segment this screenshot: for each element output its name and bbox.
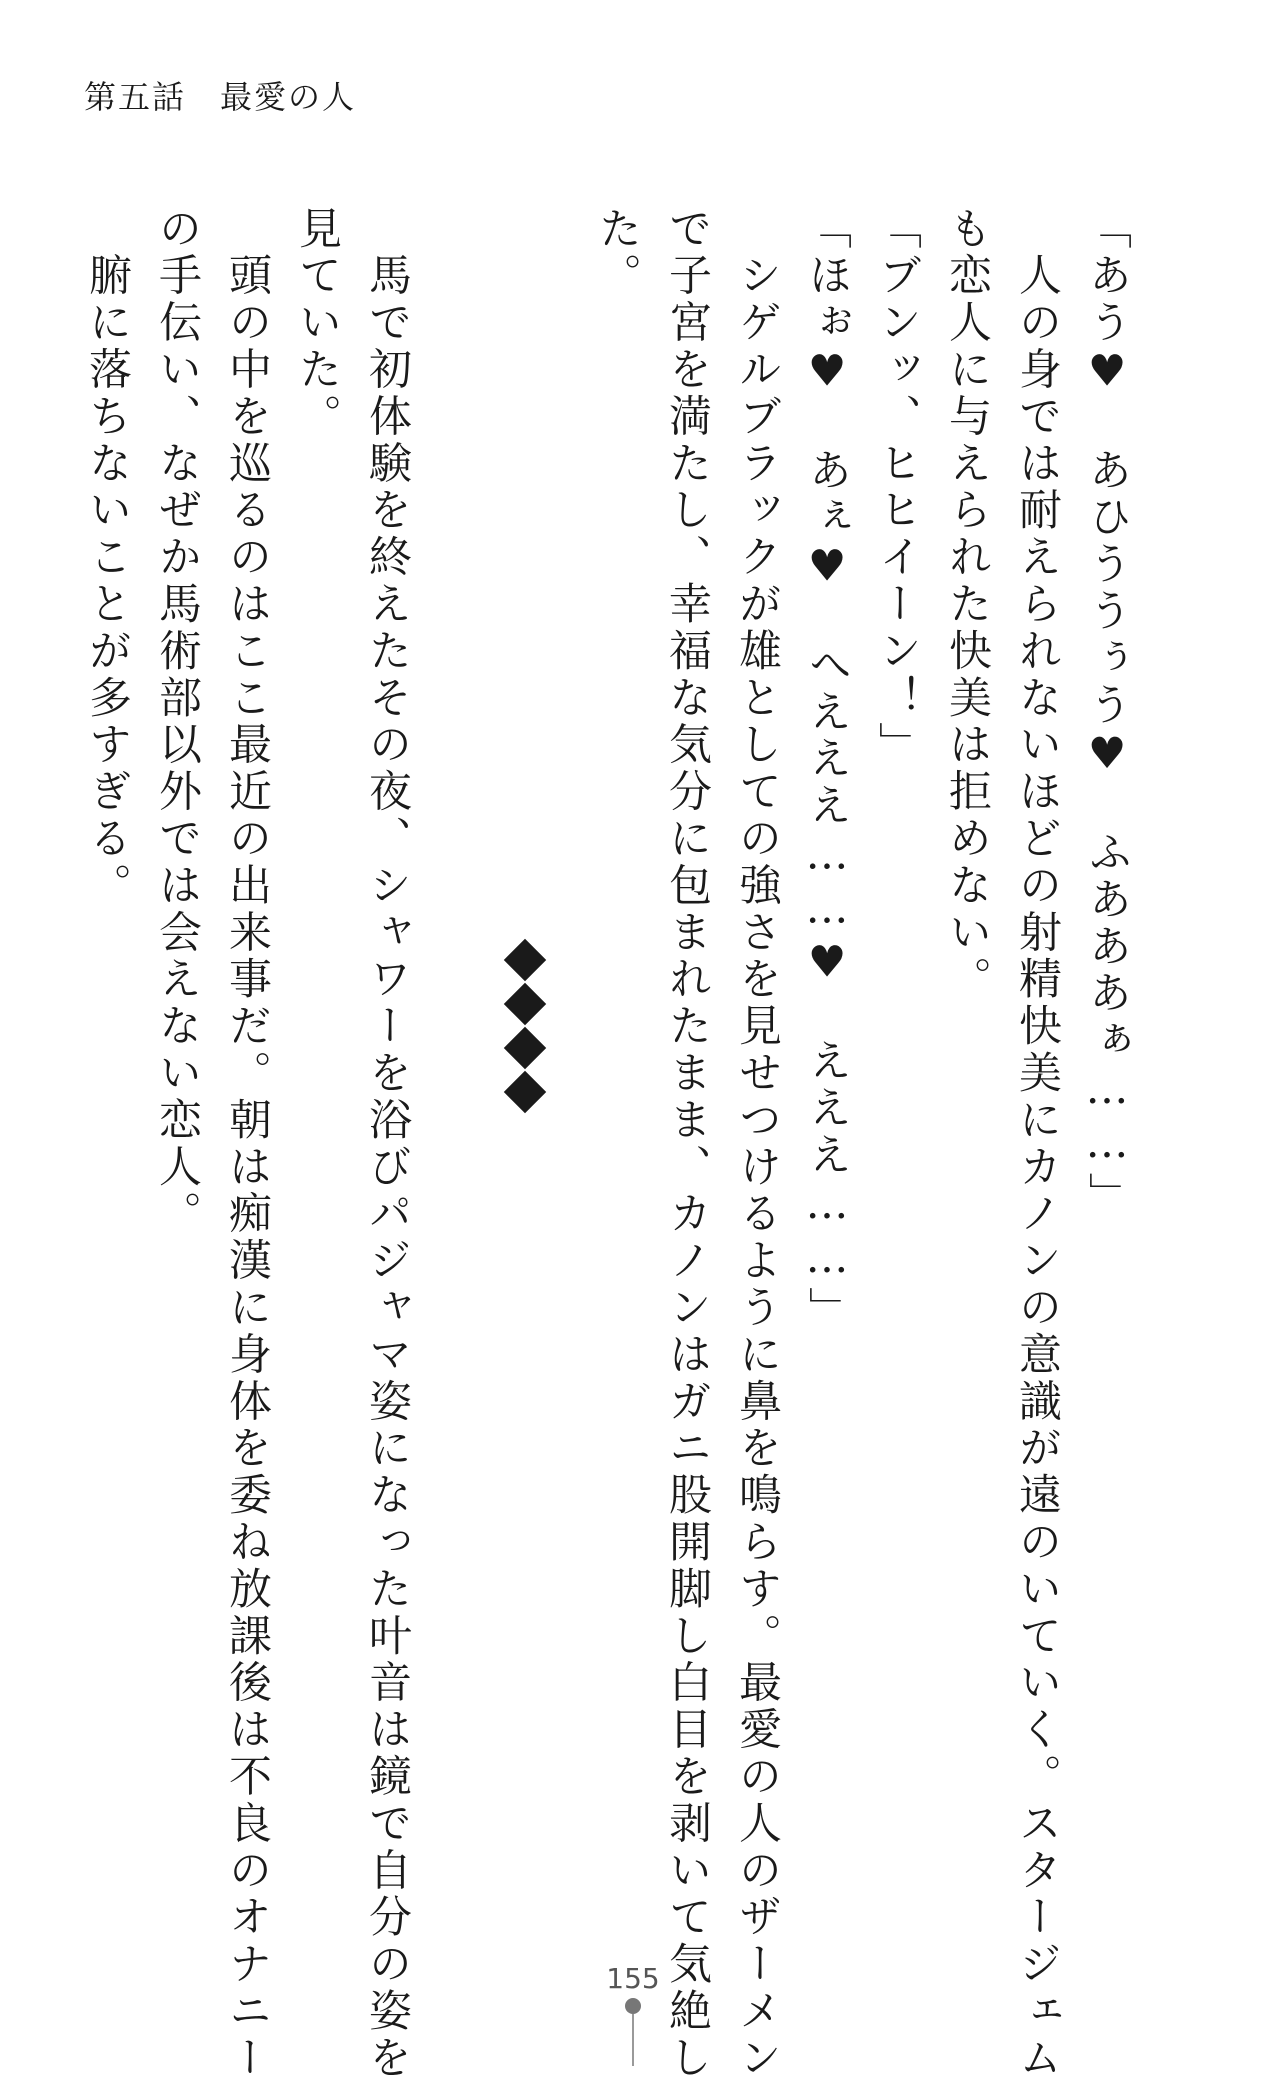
text-column-2: 人の身では耐えられないほどの射精快美にカノンの意識が遠のいていく。スタージェム xyxy=(1012,206,1062,2082)
text-column-4: 「ブンッ、ヒヒイーン！」 xyxy=(872,206,922,769)
diamond-icon xyxy=(504,983,546,1025)
text-column-7: で子宮を満たし、幸福な気分に包まれたまま、カノンはガニ股開脚し白目を剥いて気絶し xyxy=(662,206,712,2082)
page-marker-line xyxy=(632,2014,634,2066)
diamond-icon xyxy=(504,1071,546,1113)
text-column-9: 馬で初体験を終えたその夜、シャワーを浴びパジャマ姿になった叶音は鏡で自分の姿を xyxy=(362,206,412,2082)
text-column-3: も恋人に与えられた快美は拒めない。 xyxy=(942,206,992,1004)
running-head: 第五話 最愛の人 xyxy=(84,78,357,116)
page-marker-dot xyxy=(625,1998,641,2014)
text-column-1: 「あう♥ あひううぅう♥ ふあああぁ……」 xyxy=(1082,206,1132,1219)
diamond-icon xyxy=(504,939,546,981)
text-column-5: 「ほぉ♥ あぇ♥ へえええ……♥ えええ……」 xyxy=(802,206,852,1334)
diamond-icon xyxy=(504,1027,546,1069)
text-column-10: 見ていた。 xyxy=(292,206,342,441)
text-column-13: 腑に落ちないことが多すぎる。 xyxy=(82,206,132,910)
section-separator xyxy=(490,938,560,1116)
text-column-6: シゲルブラックが雄としての強さを見せつけるように鼻を鳴らす。最愛の人のザーメン xyxy=(732,206,782,2082)
text-column-12: の手伝い、なぜか馬術部以外では会えない恋人。 xyxy=(152,206,202,1238)
text-column-11: 頭の中を巡るのはここ最近の出来事だ。朝は痴漢に身体を委ね放課後は不良のオナニー xyxy=(222,206,272,2082)
text-column-8: た。 xyxy=(592,206,642,300)
page-number: 155 xyxy=(606,1962,660,1995)
